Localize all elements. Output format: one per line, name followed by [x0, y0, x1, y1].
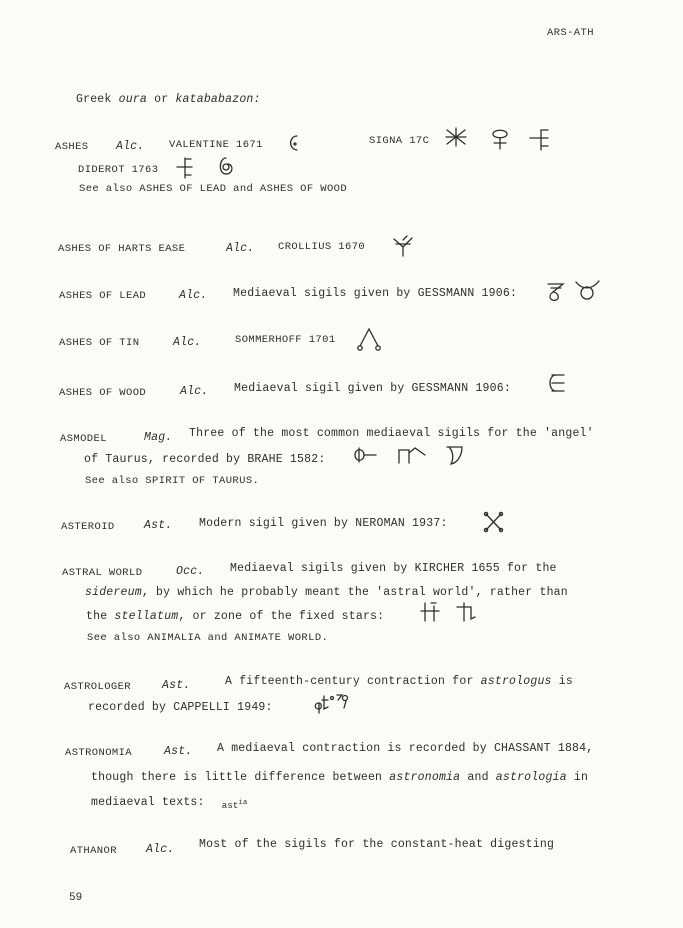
italic-term: astronomia [389, 771, 461, 784]
entry-term: ASHES OF WOOD [59, 387, 147, 399]
crescent-sigil-icon [286, 133, 302, 153]
source: VALENTINE 1671 [169, 139, 263, 151]
running-head: ARS-ATH [547, 27, 594, 39]
entry-text [91, 771, 588, 784]
italic-term: astrologus [480, 675, 552, 688]
entry-abbr: Alc. [173, 336, 202, 349]
bell-sigil-icon [395, 445, 429, 465]
entry-text: Mediaeval sigils given by KIRCHER 1655 for the [230, 562, 557, 575]
y-branch-sigil-icon [392, 235, 414, 257]
text: and [460, 771, 496, 784]
italic-term: astrologia [495, 771, 567, 784]
page-number: 59 [69, 892, 83, 904]
cross-x-sigil-icon [482, 511, 506, 533]
text: mediaeval texts: [91, 796, 205, 809]
entry-text: Three of the most common mediaeval sigils for the 'angel' [189, 427, 594, 440]
contraction: astia [221, 799, 248, 811]
source: SOMMERHOFF 1701 [235, 334, 336, 346]
entry-term: ASTROLOGER [64, 681, 132, 693]
italic-term: stellatum [114, 610, 179, 623]
entry-text: Modern sigil given by NEROMAN 1937: [199, 517, 448, 530]
entry-text [225, 675, 573, 688]
caret-sigil-icon [356, 326, 384, 352]
entry-abbr: Alc. [179, 289, 208, 302]
entry-text: of Taurus, recorded by BRAHE 1582: [84, 453, 326, 466]
text: or [147, 93, 176, 106]
text: , by which he probably meant the 'astral world', rather than [141, 586, 568, 599]
entry-term: ASHES OF HARTS EASE [58, 243, 186, 255]
entry-text: recorded by CAPPELLI 1949: [88, 701, 273, 714]
entry-text [86, 610, 384, 623]
intro-line [76, 93, 261, 106]
entry-term: ASHES OF LEAD [59, 290, 147, 302]
text: A fifteenth-century contraction for [225, 675, 481, 688]
entry-abbr: Ast. [162, 679, 191, 692]
entry-text [91, 796, 247, 809]
entry-term: ASHES OF TIN [59, 337, 140, 349]
see-also: See also ANIMALIA and ANIMATE WORLD. [87, 632, 329, 644]
scroll-sigil-icon [352, 446, 378, 464]
source: DIDEROT 1763 [78, 164, 159, 176]
entry-text [85, 586, 568, 599]
see-also: See also SPIRIT OF TAURUS. [85, 475, 260, 487]
entry-term: ASTRONOMIA [65, 747, 133, 759]
italic-term: oura [118, 93, 148, 106]
entry-text: Most of the sigils for the constant-heat digesting [199, 838, 555, 851]
entry-term: ASMODEL [60, 433, 107, 445]
entry-term: ASHES [55, 141, 89, 153]
entry-term: ASTEROID [61, 521, 115, 533]
bell-sigil-icon [445, 444, 465, 466]
entry-text: A mediaeval contraction is recorded by CHASSANT 1884, [217, 742, 594, 755]
entry-text: Mediaeval sigil given by GESSMANN 1906: [234, 382, 511, 395]
entry-abbr: Ast. [164, 745, 193, 758]
text: Greek [76, 93, 119, 106]
source: CROLLIUS 1670 [278, 241, 366, 253]
text: is [551, 675, 573, 688]
see-also: See also ASHES OF LEAD and ASHES OF WOOD [79, 183, 348, 195]
source: SIGNA 17C [369, 135, 430, 147]
entry-abbr: Mag. [144, 431, 173, 444]
taurus-horn-sigil-icon [545, 280, 567, 304]
dagger-sigil-icon [176, 157, 194, 179]
italic-term: katababazon: [175, 93, 261, 106]
entry-abbr: Alc. [180, 385, 209, 398]
circle-cross-sigil-icon [490, 128, 510, 150]
circled-sigil-icon [216, 156, 236, 176]
dagger-sigil-icon [528, 128, 550, 152]
cappelli-abbreviation-icon [312, 692, 352, 714]
entry-abbr: Ast. [144, 519, 173, 532]
entry-abbr: Alc. [226, 242, 255, 255]
h-sigil-icon [420, 601, 440, 623]
entry-term: ATHANOR [70, 845, 117, 857]
taurus-horn-sigil-icon [574, 278, 602, 302]
text: , or zone of the fixed stars: [178, 610, 385, 623]
asterisk-star-sigil-icon [445, 127, 467, 147]
entry-abbr: Occ. [176, 565, 205, 578]
tau-sigil-icon [455, 601, 477, 623]
comb-sigil-icon [546, 373, 566, 393]
text: the [86, 610, 115, 623]
entry-term: ASTRAL WORLD [62, 567, 143, 579]
italic-term: sidereum [85, 586, 142, 599]
text: in [566, 771, 589, 784]
text: though there is little difference between [91, 771, 390, 784]
entry-abbr: Alc. [116, 140, 145, 153]
entry-abbr: Alc. [146, 843, 175, 856]
entry-text: Mediaeval sigils given by GESSMANN 1906: [233, 287, 518, 300]
